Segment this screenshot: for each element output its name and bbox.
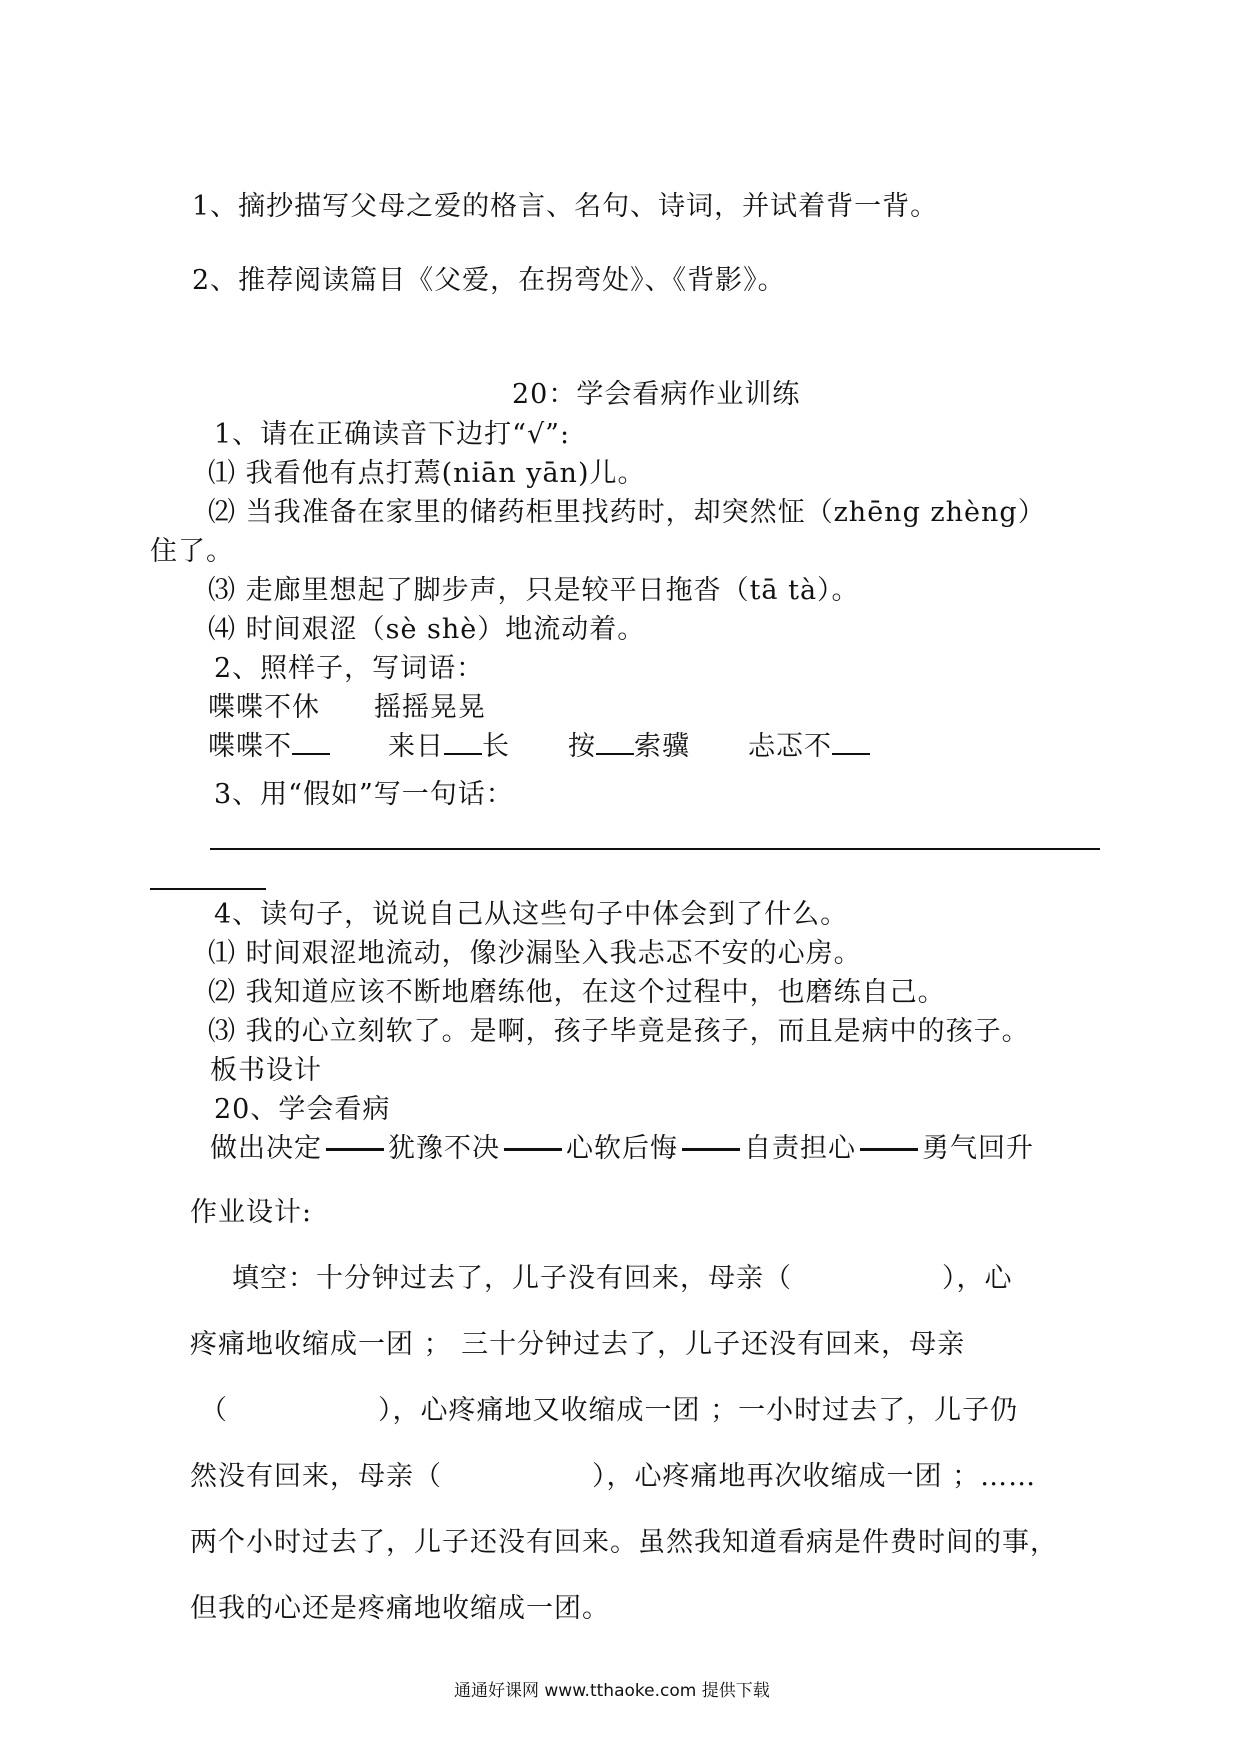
fill-text: ），心疼痛地又收缩成一团 ；一小时过去了，儿子仍 [378,1395,1019,1426]
question-3-header: 3、用“假如”写一句话： [214,779,514,810]
flow-arrow [504,1148,562,1151]
question-4-header: 4、读句子，说说自己从这些句子中体会到了什么。 [214,899,849,930]
fill-blank[interactable] [596,752,634,755]
flow-step-3: 心软后悔 [566,1133,678,1164]
question-1-item-3: ⑶ 走廊里想起了脚步声，只是较平日拖沓（tā tà）。 [208,575,860,606]
flow-arrow [326,1148,384,1151]
question-1-item-2: ⑵ 当我准备在家里的储药柜里找药时，却突然怔（zhēng zhèng） [208,497,1046,528]
homework-item-2: 2、推荐阅读篇目《父爱，在拐弯处》、《背影》。 [192,265,786,296]
fill-word-4: 忐忑不 [748,731,832,762]
fill-text: 填空：十分钟过去了，儿子没有回来，母亲（ [232,1263,792,1294]
question-4-item-1: ⑴ 时间艰涩地流动，像沙漏坠入我忐忑不安的心房。 [208,938,862,969]
fill-blank[interactable] [292,752,330,755]
fill-line-6: 但我的心还是疼痛地收缩成一团。 [190,1593,610,1624]
question-4-item-3: ⑶ 我的心立刻软了。是啊，孩子毕竟是孩子，而且是病中的孩子。 [208,1016,1030,1047]
fill-word-2: 来日 [388,731,444,762]
question-2-examples [208,693,486,723]
example-word-1: 喋喋不休 [208,692,320,723]
fill-word-3: 按 [568,731,596,762]
fill-text: 然没有回来，母亲（ [190,1461,442,1492]
fill-line-1 [232,1264,1013,1294]
fill-text: （ [200,1395,228,1426]
question-1-item-1: ⑴ 我看他有点打蔫(niān yān)儿。 [208,458,646,489]
flow-step-2: 犹豫不决 [388,1133,500,1164]
fill-line-5: 两个小时过去了，儿子还没有回来。虽然我知道看病是件费时间的事， [190,1527,1058,1558]
question-4-item-2: ⑵ 我知道应该不断地磨练他，在这个过程中，也磨练自己。 [208,977,946,1008]
fill-word-1: 喋喋不 [208,731,292,762]
question-2-fill-row [208,732,870,762]
answer-line-2[interactable] [150,888,266,890]
fill-line-3 [200,1396,1018,1426]
fill-text: ），心疼痛地再次收缩成一团 ；…… [592,1461,1037,1492]
homework-design-label: 作业设计: [190,1197,313,1228]
board-title: 20、学会看病 [214,1094,391,1125]
example-word-2: 摇摇晃晃 [374,692,486,723]
board-flow [210,1134,1034,1164]
fill-blank[interactable] [832,752,870,755]
question-2-header: 2、照样子，写词语： [214,653,485,684]
flow-step-5: 勇气回升 [922,1133,1034,1164]
answer-line-1[interactable] [210,848,1100,850]
fill-word-2b: 长 [482,731,510,762]
flow-step-1: 做出决定 [210,1133,322,1164]
fill-line-4 [190,1462,1036,1492]
question-1-item-4: ⑷ 时间艰涩（sè shè）地流动着。 [208,614,646,645]
board-label: 板书设计 [210,1055,322,1086]
homework-item-1: 1、摘抄描写父母之爱的格言、名句、诗词，并试着背一背。 [192,191,939,222]
fill-text: ），心 [942,1263,1013,1294]
fill-word-3b: 索骥 [634,731,690,762]
fill-line-2: 疼痛地收缩成一团 ； 三十分钟过去了，儿子还没有回来，母亲 [190,1329,966,1360]
lesson-title: 20：学会看病作业训练 [512,379,801,410]
fill-blank[interactable] [444,752,482,755]
flow-step-4: 自责担心 [744,1133,856,1164]
flow-arrow [860,1148,918,1151]
footer-credit: 通通好课网 www.tthaoke.com 提供下载 [454,1681,770,1701]
flow-arrow [682,1148,740,1151]
question-1-header: 1、请在正确读音下边打“√”: [214,419,571,450]
question-1-item-2-cont: 住了。 [150,536,234,567]
